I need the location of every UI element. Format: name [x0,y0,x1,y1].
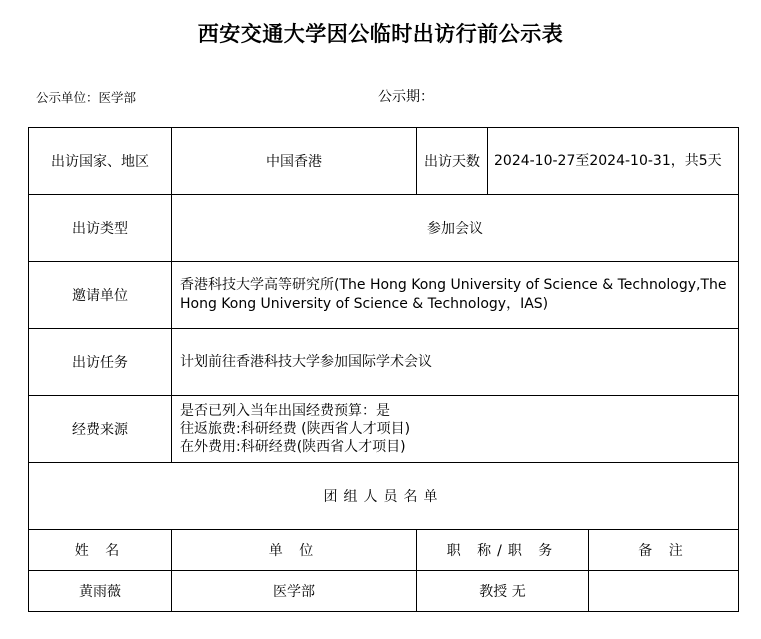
roster-title: 团组人员名单 [29,463,739,530]
roster-title-row [29,463,739,530]
days-value: 2024-10-27至2024-10-31，共5天 [488,128,739,195]
inviter-label: 邀请单位 [29,262,172,329]
column-header-position: 职 称/职 务 [417,530,589,571]
days-label: 出访天数 [417,128,488,195]
table-row [29,571,739,612]
trip-info-table [28,127,739,612]
type-row [29,195,739,262]
publicity-period: 公示期： [378,89,434,105]
funding-line: 在外费用:科研经费(陕西省人才项目) [180,439,406,455]
country-label: 出访国家、地区 [29,128,172,195]
member-position: 教授 无 [417,571,589,612]
type-value: 参加会议 [172,195,739,262]
column-header-name: 姓 名 [29,530,172,571]
roster-header-row [29,530,739,571]
funding-line: 是否已列入当年出国经费预算：是 [180,403,390,419]
funding-row [29,396,739,463]
column-header-unit: 单 位 [172,530,417,571]
task-label: 出访任务 [29,329,172,396]
funding-value [172,396,739,463]
task-value: 计划前往香港科技大学参加国际学术会议 [172,329,739,396]
member-unit: 医学部 [172,571,417,612]
funding-label: 经费来源 [29,396,172,463]
task-row [29,329,739,396]
inviter-value: 香港科技大学高等研究所(The Hong Kong University of Science & Technology,The Hong Kong University of Science & Technology，IAS) [172,262,739,329]
column-header-note: 备 注 [589,530,739,571]
publishing-unit: 公示单位：医学部 [36,90,137,105]
inviter-row [29,262,739,329]
funding-line: 往返旅费:科研经费 (陕西省人才项目) [180,421,411,437]
country-row [29,128,739,195]
page-title: 西安交通大学因公临时出访行前公示表 [197,22,564,46]
member-note [589,571,739,612]
member-name: 黄雨薇 [29,571,172,612]
country-value: 中国香港 [172,128,417,195]
type-label: 出访类型 [29,195,172,262]
